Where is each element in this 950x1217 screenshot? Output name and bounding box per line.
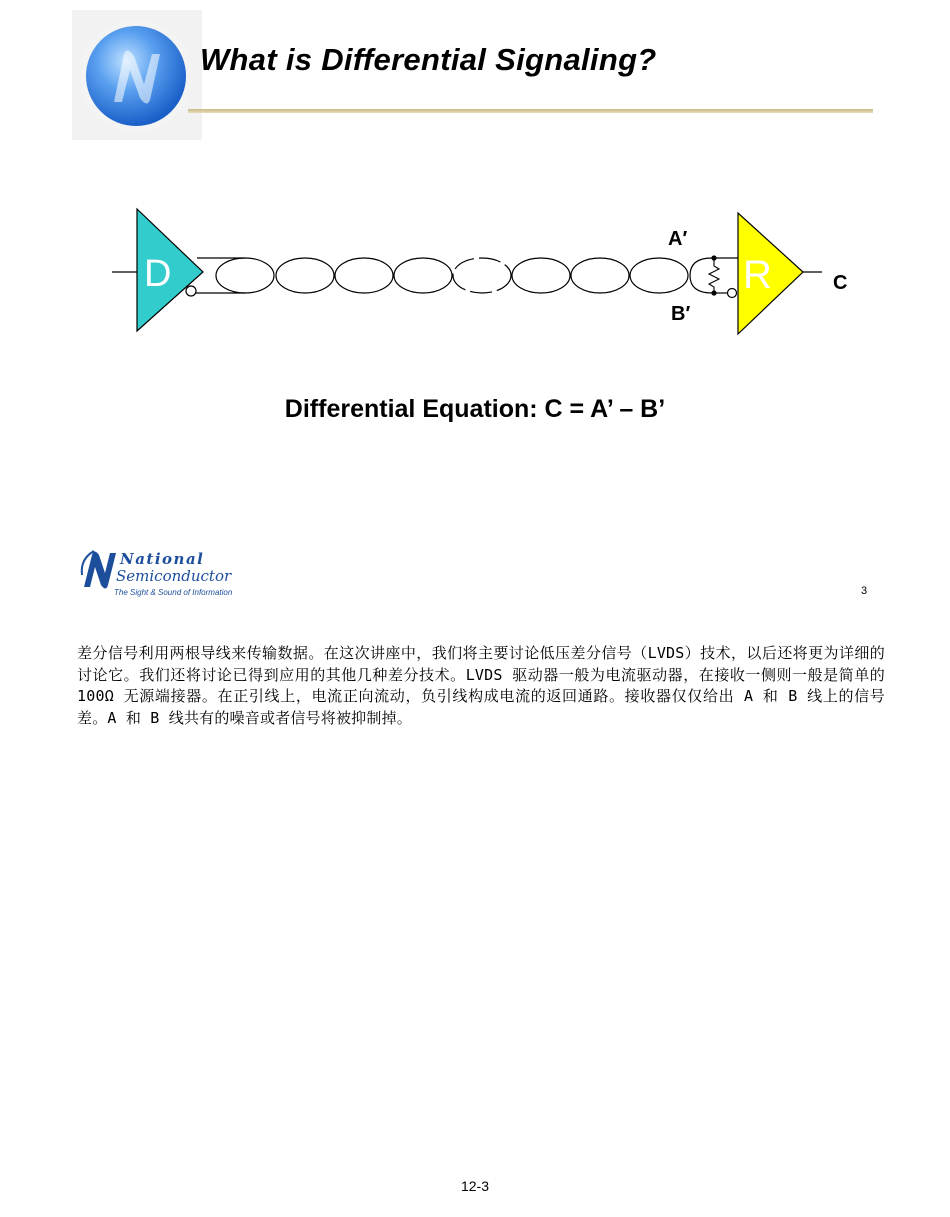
company-name-line2: Semiconductor	[116, 567, 232, 585]
driver-label: D	[144, 253, 172, 295]
driver-inverting-bubble	[186, 286, 196, 296]
twist-loop	[276, 258, 334, 293]
twist-loop	[453, 258, 511, 293]
receiver-label: R	[743, 253, 772, 297]
company-tagline: The Sight & Sound of Information	[114, 588, 233, 597]
title-underline	[188, 109, 873, 113]
company-name-line1: National	[120, 550, 205, 568]
twist-loop	[216, 258, 274, 293]
positive-input-label: A′	[668, 228, 688, 250]
twist-loop	[394, 258, 452, 293]
output-label: C	[833, 272, 848, 294]
differential-diagram	[100, 200, 860, 350]
twist-loop	[512, 258, 570, 293]
speaker-notes: 差分信号利用两根导线来传输数据。在这次讲座中，我们将主要讨论低压差分信号（LVDS）技术，以后还将更为详细的讨论它。我们还将讨论已得到应用的其他几种差分技术。LVDS 驱动器一般为电流驱动器，在接收一侧则一般是简单的 100Ω 无源端接器。在正引线上，电流正向流动，负引线构成电流的返回通路。接收器仅仅给出 A 和 B 线上的信号差。A 和 B 线共有的噪音或者信号将被抑制掉。	[77, 644, 885, 727]
termination-resistor	[709, 260, 719, 291]
twisted-pair	[216, 258, 688, 293]
twist-loop	[335, 258, 393, 293]
page-number: 12-3	[460, 1178, 490, 1194]
twist-loop-end	[690, 258, 712, 293]
header-logo	[72, 10, 202, 140]
termination-node-a	[711, 255, 716, 260]
differential-equation: Differential Equation: C = A’ – B’	[284, 395, 666, 423]
receiver-inverting-bubble	[728, 289, 737, 298]
termination-node-b	[711, 290, 716, 295]
negative-input-label: B′	[671, 303, 691, 325]
twist-loop	[571, 258, 629, 293]
twist-loop	[630, 258, 688, 293]
slide-number: 3	[861, 585, 868, 597]
page-title: What is Differential Signaling?	[200, 42, 657, 77]
